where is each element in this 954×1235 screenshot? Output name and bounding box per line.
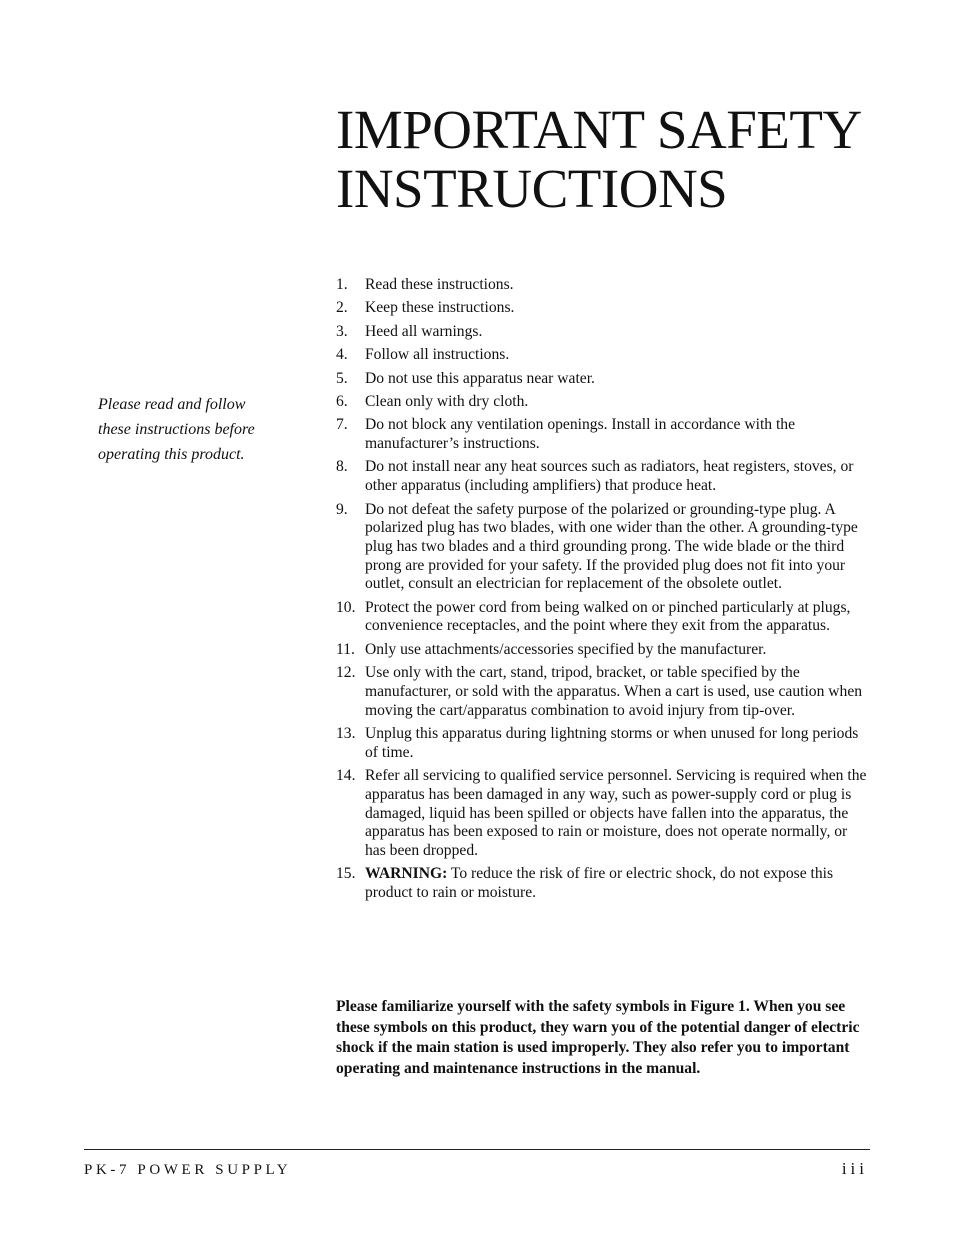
item-number: 7. <box>336 416 348 434</box>
safety-instructions-list <box>336 276 870 907</box>
item-number: 11. <box>336 640 355 658</box>
item-number: 5. <box>336 369 348 387</box>
side-note-line-1: Please read and follow <box>98 396 246 413</box>
item-number: 10. <box>336 598 356 616</box>
item-text: Clean only with dry cloth. <box>365 392 529 410</box>
list-item <box>336 276 870 295</box>
page-title <box>336 100 936 218</box>
item-text: Follow all instructions. <box>365 346 510 364</box>
item-text: Keep these instructions. <box>365 299 515 317</box>
side-note <box>98 392 298 467</box>
item-text: Refer all servicing to qualified service personnel. Servicing is required when the apparatus has been damaged in any way, such as power-supply cord or plug is damaged, liquid has been spilled or objects have fallen into the apparatus, the apparatus has been exposed to rain or moisture, does not operate normally, or has been dropped. <box>365 767 867 859</box>
item-number: 12. <box>336 664 356 682</box>
list-item <box>336 458 870 495</box>
side-note-line-2: these instructions before <box>98 421 255 438</box>
footer-page-number: iii <box>841 1159 868 1178</box>
item-number: 2. <box>336 299 348 317</box>
side-note-line-3: operating this product. <box>98 446 245 463</box>
list-item <box>336 346 870 365</box>
item-text: Heed all warnings. <box>365 322 483 340</box>
list-item <box>336 767 870 861</box>
item-text: Read these instructions. <box>365 276 514 293</box>
list-item <box>336 501 870 595</box>
page-title-line-1: IMPORTANT SAFETY <box>336 99 862 160</box>
item-text: Only use attachments/accessories specified by the manufacturer. <box>365 640 767 658</box>
item-text: Use only with the cart, stand, tripod, bracket, or table specified by the manufacturer, or sold with the apparatus. When a cart is used, use caution when moving the cart/apparatus combination to avoid injury from tip-over. <box>365 664 863 719</box>
item-number: 15. <box>336 865 356 883</box>
list-item <box>336 323 870 342</box>
list-item <box>336 664 870 720</box>
item-number: 6. <box>336 392 348 410</box>
item-number: 1. <box>336 276 348 293</box>
list-item <box>336 416 870 453</box>
item-text: To reduce the risk of fire or electric shock, do not expose this product to rain or moisture. <box>365 865 834 902</box>
list-item <box>336 599 870 636</box>
safety-symbols-note: Please familiarize yourself with the safety symbols in Figure 1. When you see these symbols on this product, they warn you of the potential danger of electric shock if the main station is used improperly. They also refer you to important operating and maintenance instructions in the manual. <box>336 998 860 1077</box>
footer-divider <box>84 1149 870 1150</box>
item-text: Unplug this apparatus during lightning storms or when unused for long periods of time. <box>365 725 859 761</box>
warning-label: WARNING: <box>365 865 448 883</box>
item-text: Do not block any ventilation openings. Install in accordance with the manufacturer’s instructions. <box>365 416 796 453</box>
item-text: Do not install near any heat sources such as radiators, heat registers, stoves, or other apparatus (including amplifiers) that produce heat. <box>365 458 854 495</box>
page-title-line-2: INSTRUCTIONS <box>336 158 728 219</box>
list-item <box>336 393 870 412</box>
footer-product-name: PK-7 POWER SUPPLY <box>84 1162 292 1178</box>
item-text: Do not defeat the safety purpose of the polarized or grounding-type plug. A polarized plug has two blades, with one wider than the other. A grounding-type plug has two blades and a third grounding prong. The wide blade or the third prong are provided for your safety. If the provided plug does not fit into your outlet, consult an electrician for replacement of the obsolete outlet. <box>365 500 858 593</box>
item-number: 13. <box>336 725 356 743</box>
item-number: 8. <box>336 458 348 476</box>
item-number: 4. <box>336 346 348 364</box>
list-item <box>336 725 870 762</box>
item-number: 14. <box>336 767 356 785</box>
list-item <box>336 641 870 660</box>
item-text: Protect the power cord from being walked on or pinched particularly at plugs, convenience receptacles, and the point where they exit from the apparatus. <box>365 598 851 635</box>
list-item <box>336 370 870 389</box>
item-number: 9. <box>336 500 348 518</box>
item-text: Do not use this apparatus near water. <box>365 369 595 387</box>
list-item <box>336 865 870 902</box>
list-item <box>336 299 870 318</box>
item-number: 3. <box>336 322 348 340</box>
